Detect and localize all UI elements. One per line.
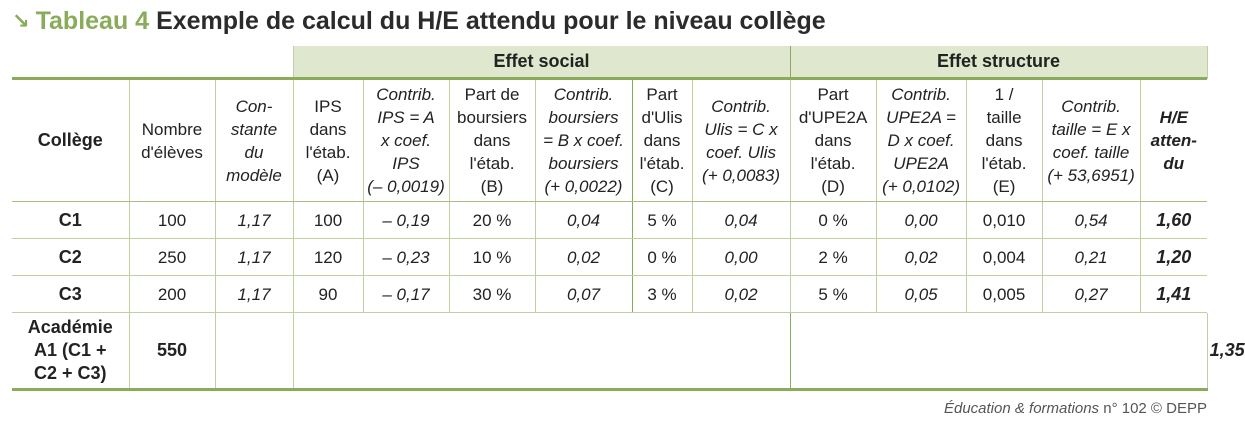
cell-contrib-upe2a: 0,00	[876, 202, 966, 239]
cell-part-ulis: 0 %	[632, 239, 692, 276]
cell-contrib-ulis: 0,02	[692, 276, 790, 313]
cell-he: 1,60	[1140, 202, 1207, 239]
cell-contrib-taille: 0,27	[1042, 276, 1140, 313]
table-row-total: Académie A1 (C1 + C2 + C3) 550 1,35	[12, 313, 1207, 390]
col-header-contrib-upe2a: Contrib. UPE2A = D x coef. UPE2A (+ 0,0102)	[876, 79, 966, 202]
cell-ips: 90	[293, 276, 363, 313]
cell-contrib-ulis: 0,00	[692, 239, 790, 276]
cell-eleves: 200	[129, 276, 215, 313]
cell-constante: 1,17	[215, 202, 293, 239]
col-header-eleves: Nombre d'élèves	[129, 79, 215, 202]
table-row	[12, 239, 1207, 276]
cell-taille: 0,010	[966, 202, 1042, 239]
table-title	[12, 4, 826, 38]
table-number: Tableau 4	[35, 7, 150, 35]
arrow-down-right-icon: ↘	[12, 10, 30, 33]
cell-contrib-boursiers: 0,02	[535, 239, 632, 276]
col-header-college: Collège	[12, 79, 129, 202]
cell-ips: 100	[293, 202, 363, 239]
cell-contrib-taille: 0,21	[1042, 239, 1140, 276]
cell-part-upe2a: 0 %	[790, 202, 876, 239]
table-row	[12, 276, 1207, 313]
cell-contrib-boursiers: 0,07	[535, 276, 632, 313]
column-header-row	[12, 79, 1207, 202]
col-header-ips: IPS dans l'étab. (A)	[293, 79, 363, 202]
calculation-table	[12, 46, 1245, 391]
col-header-contrib-ulis: Contrib. Ulis = C x coef. Ulis (+ 0,0083)	[692, 79, 790, 202]
cell-contrib-ips: – 0,19	[363, 202, 449, 239]
col-header-part-upe2a: Part d'UPE2A dans l'étab. (D)	[790, 79, 876, 202]
cell-part-upe2a: 2 %	[790, 239, 876, 276]
cell-taille: 0,005	[966, 276, 1042, 313]
cell-part-ulis: 3 %	[632, 276, 692, 313]
cell-taille: 0,004	[966, 239, 1042, 276]
cell-eleves: 250	[129, 239, 215, 276]
table-row	[12, 202, 1207, 239]
cell-part-boursiers: 20 %	[449, 202, 535, 239]
col-header-part-boursiers: Part de boursiers dans l'étab. (B)	[449, 79, 535, 202]
cell-contrib-ips: – 0,17	[363, 276, 449, 313]
group-header-structure: Effet structure	[790, 46, 1207, 79]
cell-contrib-upe2a: 0,02	[876, 239, 966, 276]
total-eleves: 550	[129, 313, 215, 390]
group-header-row	[12, 46, 1207, 79]
cell-college: C1	[12, 202, 129, 239]
col-header-part-ulis: Part d'Ulis dans l'étab. (C)	[632, 79, 692, 202]
cell-part-upe2a: 5 %	[790, 276, 876, 313]
group-header-social: Effet social	[293, 46, 790, 79]
cell-ips: 120	[293, 239, 363, 276]
cell-contrib-upe2a: 0,05	[876, 276, 966, 313]
col-header-taille: 1 / taille dans l'étab. (E)	[966, 79, 1042, 202]
cell-part-boursiers: 30 %	[449, 276, 535, 313]
col-header-constante: Con- stante du modèle	[215, 79, 293, 202]
source-number: n° 102 © DEPP	[1099, 400, 1207, 417]
source-note	[944, 400, 1207, 417]
cell-part-boursiers: 10 %	[449, 239, 535, 276]
col-header-contrib-taille: Contrib. taille = E x coef. taille (+ 53,6951)	[1042, 79, 1140, 202]
col-header-contrib-ips: Contrib. IPS = A x coef. IPS (– 0,0019)	[363, 79, 449, 202]
source-publication: Éducation & formations	[943, 400, 1100, 417]
col-header-he: H/E atten- du	[1140, 79, 1207, 202]
cell-eleves: 100	[129, 202, 215, 239]
cell-contrib-ulis: 0,04	[692, 202, 790, 239]
table-caption: Exemple de calcul du H/E attendu pour le niveau collège	[156, 7, 826, 35]
cell-part-ulis: 5 %	[632, 202, 692, 239]
total-college-label: Académie A1 (C1 + C2 + C3)	[12, 313, 129, 390]
cell-contrib-ips: – 0,23	[363, 239, 449, 276]
cell-college: C2	[12, 239, 129, 276]
cell-he: 1,20	[1140, 239, 1207, 276]
cell-college: C3	[12, 276, 129, 313]
cell-he: 1,41	[1140, 276, 1207, 313]
col-header-contrib-boursiers: Contrib. boursiers = B x coef. boursiers (+ 0,0022)	[535, 79, 632, 202]
cell-contrib-boursiers: 0,04	[535, 202, 632, 239]
cell-constante: 1,17	[215, 276, 293, 313]
cell-contrib-taille: 0,54	[1042, 202, 1140, 239]
cell-constante: 1,17	[215, 239, 293, 276]
